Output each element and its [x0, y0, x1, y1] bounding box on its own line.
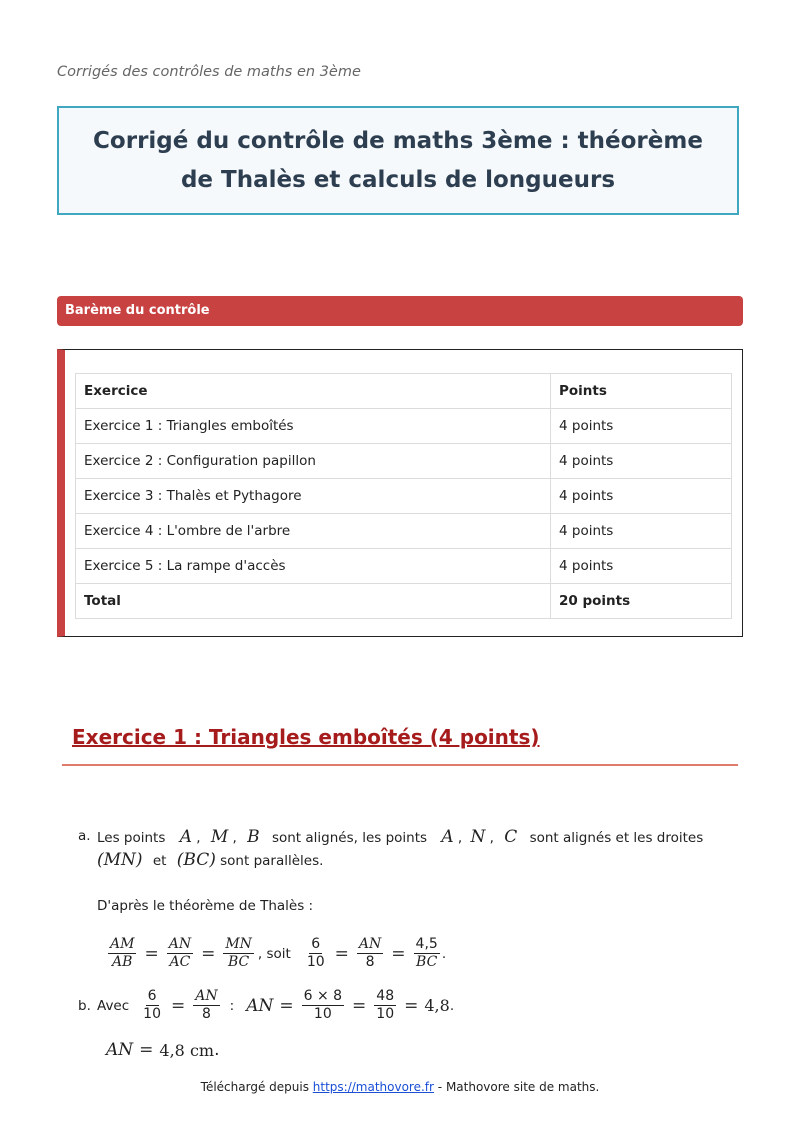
total-row	[76, 584, 732, 619]
part-b-marker: b.	[78, 998, 91, 1014]
fraction: $\frac{AN}{8}$	[195, 988, 218, 1022]
colon: :	[229, 997, 235, 1014]
points-cell: 4 points	[551, 479, 732, 514]
avec-text: Avec	[97, 997, 130, 1014]
points-cell: 4 points	[551, 514, 732, 549]
line-label: (BC)	[176, 850, 216, 870]
period: .	[449, 997, 455, 1014]
fraction: $\frac{6 \times 8}{10}$	[303, 988, 343, 1022]
footer-prefix: Téléchargé depuis	[200, 1080, 309, 1094]
exercise-cell: Exercice 2 : Configuration papillon	[76, 444, 551, 479]
column-header-exercice: Exercice	[76, 374, 551, 409]
points-cell: 4 points	[551, 409, 732, 444]
text: et	[152, 853, 167, 869]
bareme-heading: Barème du contrôle	[57, 296, 743, 326]
exercise-cell: Exercice 1 : Triangles emboîtés	[76, 409, 551, 444]
page-subtitle: Corrigés des contrôles de maths en 3ème	[57, 64, 361, 80]
table-row	[76, 549, 732, 584]
equals-sign: =	[404, 995, 419, 1016]
exercise-cell: Exercice 4 : L'ombre de l'arbre	[76, 514, 551, 549]
line-label: (MN)	[97, 850, 143, 870]
points-cell: 4 points	[551, 444, 732, 479]
column-header-points: Points	[551, 374, 732, 409]
title-box	[57, 106, 739, 215]
table-row	[76, 479, 732, 514]
equals-sign: =	[144, 943, 159, 964]
soit-text: , soit	[257, 945, 291, 962]
point-label: C	[504, 827, 518, 847]
result-value: 4,8	[424, 996, 450, 1015]
fraction: $\frac{AN}{8}$	[358, 936, 382, 970]
text: sont alignés, les points	[271, 830, 428, 846]
mathovore-link[interactable]: https://mathovore.fr	[312, 1080, 434, 1094]
math-variable: AN	[246, 995, 274, 1016]
fraction: $\frac{MN}{BC}$	[225, 936, 252, 970]
equals-sign: =	[334, 943, 349, 964]
fraction: $\frac{AN}{AC}$	[168, 936, 192, 970]
final-answer	[106, 1040, 219, 1060]
footer-suffix: - Mathovore site de maths.	[437, 1080, 600, 1094]
text: Les points	[97, 830, 166, 846]
footer	[0, 1080, 800, 1094]
table-row	[76, 514, 732, 549]
period: .	[214, 1040, 220, 1060]
part-a-statement: Les points A , M , B sont alignés, les points A , N , C sont alignés et les droites (MN) et (BC) sont parallèles.	[97, 827, 704, 870]
equals-sign: =	[391, 943, 406, 964]
part-a-marker: a.	[78, 828, 91, 844]
bareme-table	[75, 373, 732, 619]
fraction: $\frac{48}{10}$	[376, 988, 395, 1022]
total-points: 20 points	[551, 584, 732, 619]
exercise-cell: Exercice 5 : La rampe d'accès	[76, 549, 551, 584]
final-value: 4,8 cm	[159, 1040, 215, 1060]
exercise-cell: Exercice 3 : Thalès et Pythagore	[76, 479, 551, 514]
total-label: Total	[76, 584, 551, 619]
page-title: Corrigé du contrôle de maths 3ème : théorème de Thalès et calculs de longueurs	[93, 127, 703, 193]
exercise-1-title: Exercice 1 : Triangles emboîtés (4 points)	[72, 725, 540, 749]
part-b-calculation	[97, 988, 454, 1023]
table-header-row	[76, 374, 732, 409]
fraction: $\frac{6}{10}$	[306, 936, 325, 970]
point-label: N	[470, 827, 486, 847]
table-row	[76, 409, 732, 444]
equals-sign: =	[139, 1040, 154, 1060]
thales-intro: D'après le théorème de Thalès :	[97, 898, 314, 914]
math-variable: AN	[106, 1040, 134, 1060]
text: sont alignés et les droites	[529, 830, 704, 846]
equals-sign: =	[171, 995, 186, 1016]
point-label: M	[210, 827, 229, 847]
equals-sign: =	[352, 995, 367, 1016]
bareme-panel	[57, 349, 743, 637]
equals-sign: =	[279, 995, 294, 1016]
exercise-divider	[62, 764, 738, 766]
fraction: $\frac{6}{10}$	[143, 988, 161, 1022]
point-label: B	[247, 827, 260, 847]
thales-equation	[106, 936, 446, 971]
point-label: A	[179, 827, 192, 847]
equals-sign: =	[201, 943, 216, 964]
fraction: $\frac{AM}{AB}$	[110, 936, 135, 970]
points-cell: 4 points	[551, 549, 732, 584]
point-label: A	[441, 827, 454, 847]
period: .	[441, 945, 447, 962]
text: sont parallèles.	[220, 853, 324, 869]
table-row	[76, 444, 732, 479]
fraction: $\frac{4,5}{BC}$	[415, 936, 438, 970]
